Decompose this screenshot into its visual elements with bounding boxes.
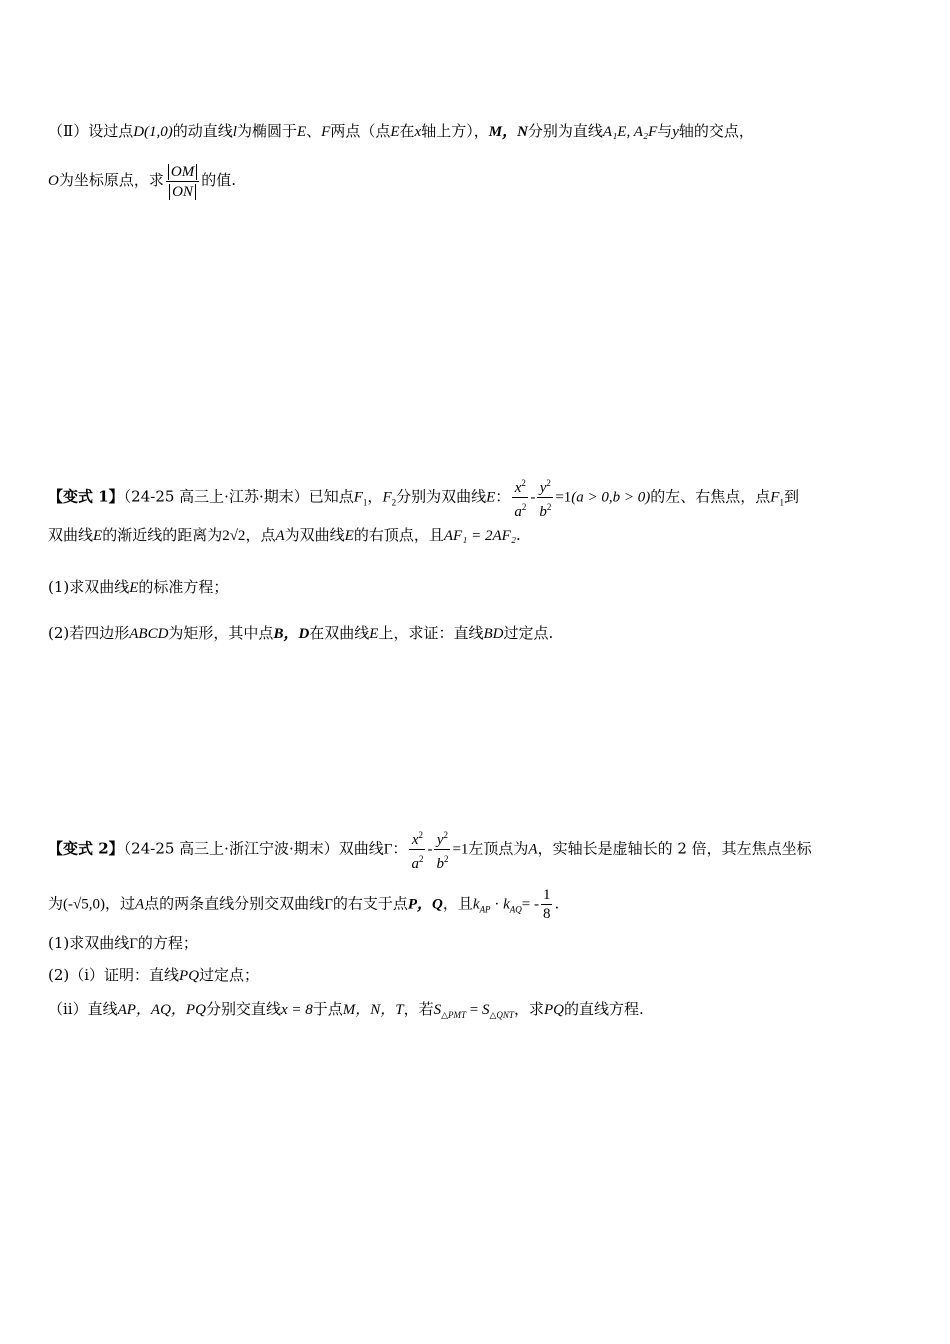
- v2-y2-over-b2: $\frac{y^2}{b^2}$: [434, 826, 450, 873]
- variant1-q2: (2)若四边形ABCD为矩形，其中点B，D在双曲线E上，求证：直线BD过定点.: [48, 624, 554, 642]
- v2-x2-over-a2: $\frac{x^2}{a^2}$: [409, 826, 425, 873]
- y2-over-b2: $\frac{y^2}{b^2}$: [537, 474, 553, 521]
- distance-value: 2√2: [222, 528, 246, 544]
- variant2-q1: (1)求双曲线Γ的方程；: [48, 934, 198, 952]
- variant2-line1: 【变式 2】（24-25 高三上·浙江宁波·期末）双曲线Γ： $\frac{x^2}{a^2}$ - $\frac{y^2}{b^2}$ =1左顶点为A，实轴长是虚轴长的 2 倍，其左焦点坐标: [48, 826, 950, 873]
- variant1-tag: 【变式 1】: [48, 487, 124, 506]
- variant1-source: （24-25 高三上·江苏·期末）: [123, 487, 309, 506]
- af-relation: AF₁ = 2AF₂: [443, 528, 517, 544]
- point-D: D(1,0): [133, 124, 173, 140]
- variant2-tag: 【变式 2】: [48, 839, 124, 858]
- variant1-line1: 【变式 1】（24-25 高三上·江苏·期末）已知点$F_1$，$F_2$分别为双曲线E： $\frac{x^2}{a^2}$ - $\frac{y^2}{b^2}$ =1(a > 0,b > 0)的左、右焦点，点$F_1$到: [48, 474, 950, 521]
- variant2-q2ii: （ⅱ）直线AP，AQ，PQ分别交直线x = 8于点M，N，T，若$S_{\triangle PMT} = S_{\triangle QNT}$，求PQ的直线方程.: [48, 1000, 644, 1020]
- variant1-q1: (1)求双曲线E的标准方程；: [48, 578, 229, 596]
- one-eighth: $\frac{1}{8}$: [542, 887, 551, 922]
- ratio-fraction: $\frac{OM}{ON}$: [166, 162, 199, 201]
- part2-line1: （Ⅱ）设过点D(1,0)的动直线l为椭圆于E、F两点（点E在x轴上方），M，N分别为直线A₁E, A₂F与y轴的交点，: [48, 122, 754, 140]
- variant2-q2i: (2)（ⅰ）证明：直线PQ过定点；: [48, 966, 260, 984]
- variant1-line2: 双曲线E的渐近线的距离为2√2，点A为双曲线E的右顶点，且AF₁ = 2AF₂.: [48, 526, 521, 544]
- part2-line2: O为坐标原点，求 $\frac{OM}{ON}$ 的值.: [48, 163, 236, 200]
- variant2-source: （24-25 高三上·浙江宁波·期末）: [123, 839, 339, 858]
- variant2-line2: 为(-√5,0)，过A点的两条直线分别交双曲线Γ的右支于点P，Q，且$k_{AP} \cdot k_{AQ}=$ - $\frac{1}{8}$ .: [48, 887, 560, 922]
- left-focus: (-√5,0): [63, 896, 105, 913]
- x2-over-a2: $\frac{x^2}{a^2}$: [512, 474, 528, 521]
